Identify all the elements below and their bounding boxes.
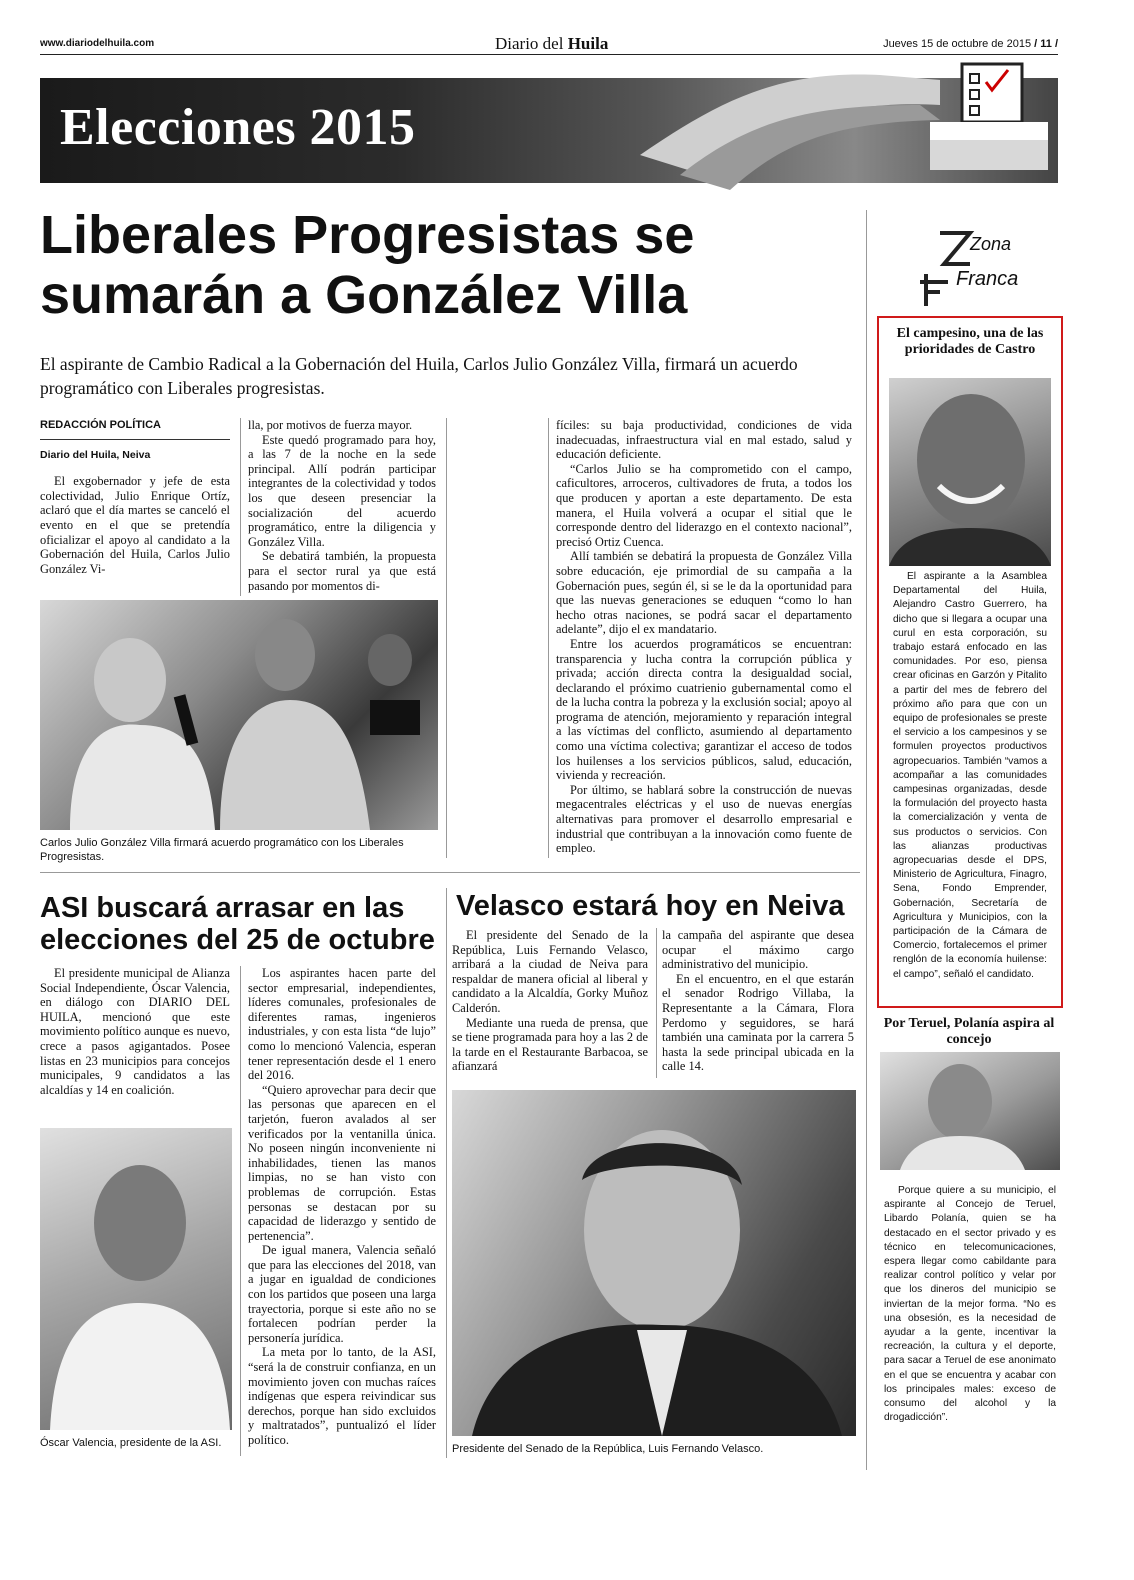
castro-body: El aspirante a la Asamblea Departamental del Huila, Alejandro Castro Guerrero, ha dicho que si llegara a ocupar una curul en esta corporación, su trabajo estará enfocado en las comunidades. Por eso, piensa crear oficinas en Garzón y Pitalito a partir del mes de febrero del próximo año para que con un equipo de profesionales se preste el servicio a los campesinos y se formulen proyectos productivos agropecuarios. También “vamos a acompañar a las comunidades campesinas organizadas, desde la formulación del proyecto hasta la comercialización y venta de sus productos o servicios. Con las alianzas productivas agropecuarias desde el DPS, Ministerio de Agricultura, Finagro, Sena, Fondo Emprender, Gobernación, Secretaría de Agricultura y Municipios, con la participación de la Cámara de Comercio, fortalecemos el primer renglón de la economía huilense: el campo”, señaló el candidato. [893,571,1047,980]
column-rule [548,418,549,858]
paragraph: “Quiero aprovechar para decir que las personas que aparecen en el tarjetón, fueron avalados al ser verificados por la ventanilla única. No poseen ningún inconveniente ni inhabilidades, tienen las manos limpias, no se han visto con problemas de corrupción. Estas personas se destacan por su capacidad de liderazgo y sentido de pertenencia”. [248,1082,436,1243]
asi-headline: ASI buscará arrasar en las elecciones del 25 de octubre [40,892,435,956]
paragraph: Allí también se debatirá la propuesta de González Villa sobre educación, eje primordial de su campaña a la Gobernación pues, según él, si se le da la oportunidad para que las nuevas generaciones se eduquen “como lo han hecho otras naciones, se podrá sacar el departamento adelante”, dijo el ex mandatario. [556,549,852,637]
dateline-text: Diario del Huila, Neiva [40,448,151,461]
velasco-col-2 [662,928,854,1074]
paragraph: la campaña del aspirante que desea ocupar el máximo cargo administrativo del municipio. [662,928,854,972]
alejandro-castro-portrait [889,378,1051,566]
paragraph: Entre los acuerdos programáticos se encuentran: transparencia y lucha contra la corrupción pública y privada; acción directa contra la desigualdad social, declarando el próximo cuatrienio gubernamental como el de la lucha contra la pobreza y la exclusión social; apoyo al programa de atención, mejoramiento y reparación integral a las víctimas del conflicto, asumiendo al departamento como una víctima colectiva; garantizar el acceso de todos los huilenses a los servicios públicos, salud, educación, vivienda y recreación. [556,636,852,783]
asi-photo [40,1128,232,1430]
paragraph: Mediante una rueda de prensa, que se tiene programada para hoy a las 2 de la tarde en el Restaurante Barbacoa, se afianzará [452,1015,648,1074]
asi-col-2 [248,966,436,1448]
section-divider [40,872,860,873]
press-conference-photo [40,600,438,830]
velasco-photo-caption: Presidente del Senado de la República, Luis Fernando Velasco. [452,1443,764,1455]
castro-photo [889,378,1051,566]
paragraph: El presidente municipal de Alianza Social Independiente, Óscar Valencia, en diálogo con DIARIO DEL HUILA, mencionó que este movimiento político aunque es nuevo, crece a pasos agigantados. Posee listas en 23 municipios para concejos municipales, 9 candidatos a las alcaldías y 14 en coalición. [40,966,230,1097]
asi-col-1 [40,966,230,1097]
paragraph: fíciles: su baja productividad, condiciones de vida inadecuadas, infraestructura vial en mal estado, salud y educación deficiente. [556,418,852,462]
byline: REDACCIÓN POLÍTICA [40,418,230,440]
main-deck: El aspirante de Cambio Radical a la Gobernación del Huila, Carlos Julio González Villa, firmará un acuerdo programático con Liberales progresistas. [40,354,798,398]
oscar-valencia-portrait [40,1128,232,1430]
zona-text: Zona [970,234,1012,254]
paragraph: Se debatirá también, la propuesta para el sector rural ya que está pasando por momentos di- [248,549,436,593]
banner-title: Elecciones 2015 [60,99,416,156]
main-col-1 [40,418,230,576]
teruel-photo [880,1052,1060,1170]
top-bar [40,36,1058,55]
main-photo-caption: Carlos Julio González Villa firmará acuerdo programático con los Liberales Progresistas. [40,837,404,863]
asi-photo-caption: Óscar Valencia, presidente de la ASI. [40,1437,222,1449]
castro-sidebar [877,316,1063,1008]
column-rule [240,418,241,596]
column-rule [446,418,447,858]
main-col-2 [248,418,436,593]
franca-text: Franca [956,268,1019,290]
main-photo [40,600,438,830]
castro-title: El campesino, una de las prioridades de Castro [896,326,1044,357]
ballot-box-icon [920,60,1050,195]
paragraph: lla, por motivos de fuerza mayor. [248,418,413,432]
libardo-polania-portrait [880,1052,1060,1170]
main-headline: Liberales Progresistas se sumarán a González Villa [40,205,695,325]
velasco-col-1 [452,928,648,1074]
site-url[interactable]: www.diariodelhuila.com [40,38,155,49]
paragraph: “Carlos Julio se ha comprometido con el campo, caficultores, arroceros, cultivadores de fruta, a todos los que producen y aportan a este departamento. De esta manera, el Huila volverá a ocupar el sitial que le corresponde dentro del liderazgo en el contexto nacional”, precisó Ortiz Cuenca. [556,461,852,549]
paragraph: En el encuentro, en el que estarán el senador Rodrigo Villaba, la Representante a la Cámara, Flora Perdomo y seguidores, se hará también una caminata por la carrera 5 hasta la sede principal ubicada en la calle 14. [662,971,854,1074]
velasco-photo [452,1090,856,1436]
teruel-body: Porque quiere a su municipio, el aspirante al Concejo de Teruel, Libardo Polanía, quien se ha destacado en el sector privado y es técnico en telecomunicaciones, espera llegar como cabildante para realizar control político y velar por que los dineros del municipio se inviertan de la mejor forma. “No es una obsesión, es la necesidad de ayudar a la gente, incentivar la recreación, la cultura y el deporte, para sacar a Teruel de ese anonimato en el que se encuentra y acabar con los principales males: exceso de consumo del alcohol y la drogadicción”. [884,1185,1056,1424]
teruel-title: Por Teruel, Polanía aspira al concejo [883,1016,1055,1047]
velasco-headline: Velasco estará hoy en Neiva [456,890,845,922]
column-rule [446,888,447,1458]
main-col-3 [556,418,852,856]
paragraph: Por último, se hablará sobre la construcción de nuevas megacentrales eléctricas y el uso de nuevas energías alternativas para promover el desarrollo empresarial e industrial que contribuyan a la innovación como fuente de empleo. [556,782,852,856]
date-page: Jueves 15 de octubre de 2015 / 11 / [883,38,1058,50]
masthead: Diario del Huila [495,34,609,53]
paragraph: De igual manera, Valencia señaló que para las elecciones del 2018, van a jugar en igualdad de condiciones con los partidos que poseen una larga trayectoria, porque si este año no se fortalecen podrían perder la personería jurídica. [248,1243,436,1345]
zona-franca-logo [900,228,1050,308]
column-rule [656,928,657,1078]
paragraph: El presidente del Senado de la República, Luis Fernando Velasco, arribará a la ciudad de Neiva para respaldar de manera oficial al liberal y candidato a la Alcaldía, Gorky Muñoz Calderón. [452,928,648,1015]
paragraph: La meta por lo tanto, de la ASI, “será la de construir confianza, en un movimiento joven con muchas raíces indígenas que espera reivindicar sus derechos, porque han sido excluidos y maltratados”, puntualizó el líder político. [248,1345,436,1447]
section-banner [40,60,1058,195]
paragraph: El exgobernador y jefe de esta colectividad, Julio Enrique Ortíz, aclaró que el día martes se canceló el evento en el que se pretendía oficializar el apoyo al candidato a la Gobernación del Huila, Carlos Julio González Vi- [40,474,230,576]
paragraph: Los aspirantes hacen parte del sector empresarial, independientes, líderes comunales, profesionales de diferentes ramas, ingenieros industriales, y con esta lista “de lujo” como lo mencionó Valencia, esperan tener representación desde el 1 enero del 2016. [248,966,436,1083]
column-rule [240,966,241,1456]
luis-fernando-velasco-portrait [452,1090,856,1436]
paragraph: Este quedó programado para hoy, a las 7 de la noche en la sede principal. Allí podrán participar integrantes de la colectividad y todos los que deseen presenciar la socialización del acuerdo programático, entre la diligencia y González Villa. [248,432,436,549]
column-rule [866,210,867,1470]
